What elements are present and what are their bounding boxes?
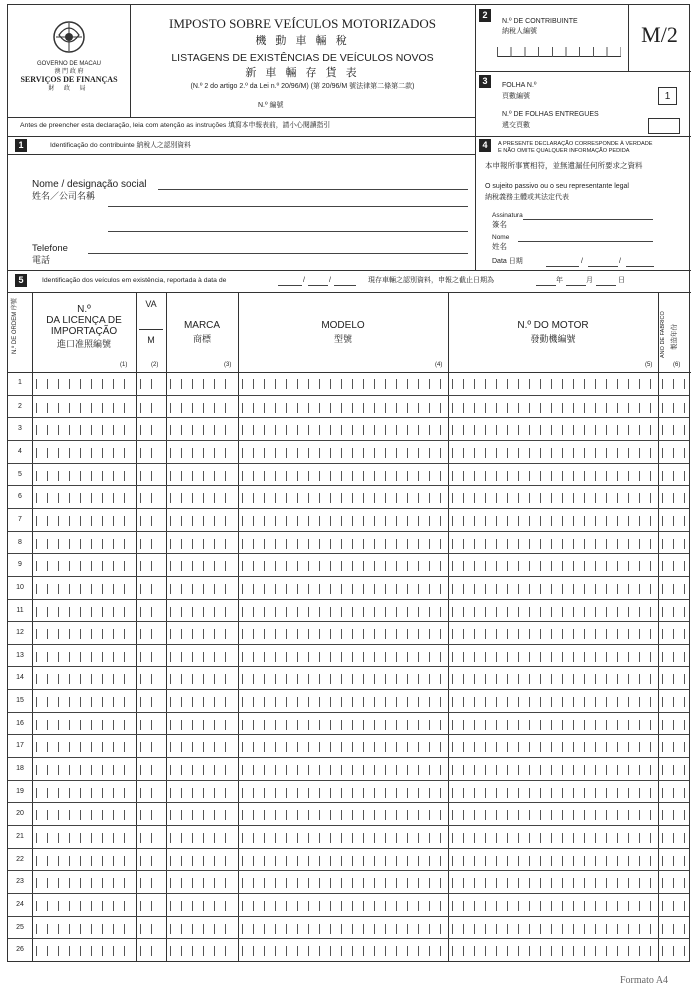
table-row[interactable] bbox=[8, 395, 689, 418]
sujeito-label-pt: O sujeito passivo ou o seu representante legal bbox=[485, 183, 629, 190]
row-cell-input[interactable] bbox=[140, 674, 162, 684]
row-cell-input[interactable] bbox=[662, 607, 686, 617]
entregues-label-pt: N.º DE FOLHAS ENTREGUES bbox=[502, 111, 599, 118]
table-row[interactable] bbox=[8, 825, 689, 848]
row-cell-input[interactable] bbox=[140, 810, 162, 820]
row-cell-input[interactable] bbox=[242, 924, 444, 934]
legal-reference: (N.º 2 do artigo 2.º da Lei n.º 20/96/M) (第 20/96/M 號法律第二條第二款) bbox=[190, 83, 415, 90]
section-4-badge: 4 bbox=[479, 139, 491, 152]
row-cell-input[interactable] bbox=[170, 539, 234, 549]
row-cell-input[interactable] bbox=[36, 629, 132, 639]
row-cell-input[interactable] bbox=[170, 788, 234, 798]
col-licenca-header-line-3: IMPORTAÇÃO bbox=[50, 326, 118, 337]
table-row[interactable] bbox=[8, 802, 689, 825]
row-cell-input[interactable] bbox=[36, 471, 132, 481]
row-cell-input[interactable] bbox=[452, 788, 654, 798]
row-cell-input[interactable] bbox=[452, 765, 654, 775]
row-cell-input[interactable] bbox=[36, 674, 132, 684]
section-5-label-pt: Identificação dos veículos em existência, reportada à data de bbox=[42, 277, 227, 284]
row-cell-input[interactable] bbox=[170, 765, 234, 775]
row-cell-input[interactable] bbox=[662, 584, 686, 594]
row-number: 11 bbox=[16, 606, 24, 614]
section-3-badge: 3 bbox=[479, 75, 491, 88]
row-cell-input[interactable] bbox=[452, 539, 654, 549]
col-ano-header-pt: ANO DE FABRICO bbox=[660, 311, 666, 358]
col-licenca-header-line-2: DA LICENÇA DE bbox=[46, 315, 122, 326]
row-cell-input[interactable] bbox=[36, 403, 132, 413]
row-cell-input[interactable] bbox=[170, 607, 234, 617]
row-cell-input[interactable] bbox=[452, 697, 654, 707]
col-licenca-num: (1) bbox=[120, 362, 128, 368]
row-cell-input[interactable] bbox=[452, 561, 654, 571]
table-row[interactable] bbox=[8, 372, 689, 395]
row-cell-input[interactable] bbox=[170, 516, 234, 526]
row-cell-input[interactable] bbox=[452, 379, 654, 389]
row-cell-input[interactable] bbox=[242, 878, 444, 888]
row-cell-input[interactable] bbox=[452, 946, 654, 956]
row-cell-input[interactable] bbox=[140, 516, 162, 526]
government-logo bbox=[14, 9, 124, 101]
row-cell-input[interactable] bbox=[140, 878, 162, 888]
row-cell-input[interactable] bbox=[242, 425, 444, 435]
row-cell-input[interactable] bbox=[140, 742, 162, 752]
row-cell-input[interactable] bbox=[662, 516, 686, 526]
row-cell-input[interactable] bbox=[242, 856, 444, 866]
col-marca-header-zh: 商標 bbox=[192, 334, 211, 344]
row-cell-input[interactable] bbox=[140, 425, 162, 435]
row-cell-input[interactable] bbox=[452, 471, 654, 481]
table-row[interactable] bbox=[8, 757, 689, 780]
ref-year-zh-input[interactable] bbox=[536, 285, 556, 286]
data-day-input[interactable] bbox=[546, 266, 579, 267]
table-row[interactable] bbox=[8, 531, 689, 554]
title-pt: IMPOSTO SOBRE VEÍCULOS MOTORIZADOS bbox=[169, 16, 436, 31]
row-number: 21 bbox=[16, 833, 24, 840]
row-cell-input[interactable] bbox=[662, 652, 686, 662]
row-cell-input[interactable] bbox=[170, 584, 234, 594]
row-cell-input[interactable] bbox=[662, 765, 686, 775]
row-cell-input[interactable] bbox=[140, 493, 162, 503]
row-cell-input[interactable] bbox=[170, 742, 234, 752]
row-cell-input[interactable] bbox=[452, 652, 654, 662]
nome-label-pt: Nome / designação social bbox=[32, 179, 147, 190]
row-cell-input[interactable] bbox=[36, 810, 132, 820]
row-cell-input[interactable] bbox=[170, 674, 234, 684]
row-cell-input[interactable] bbox=[452, 403, 654, 413]
nome-rep-label-pt: Nome bbox=[492, 234, 510, 241]
logo-line-2: 澳 門 政 府 bbox=[54, 69, 84, 75]
row-cell-input[interactable] bbox=[242, 607, 444, 617]
row-cell-input[interactable] bbox=[170, 720, 234, 730]
entregues-label-zh: 遞交頁數 bbox=[502, 122, 530, 129]
row-cell-input[interactable] bbox=[452, 629, 654, 639]
row-number: 6 bbox=[18, 493, 22, 501]
row-number: 10 bbox=[16, 583, 24, 591]
row-cell-input[interactable] bbox=[242, 833, 444, 843]
row-cell-input[interactable] bbox=[170, 471, 234, 481]
row-cell-input[interactable] bbox=[36, 946, 132, 956]
row-cell-input[interactable] bbox=[36, 788, 132, 798]
row-cell-input[interactable] bbox=[170, 379, 234, 389]
contribuinte-label-pt: N.º DE CONTRIBUINTE bbox=[502, 18, 578, 25]
row-cell-input[interactable] bbox=[140, 607, 162, 617]
ref-month-zh-input[interactable] bbox=[566, 285, 586, 286]
form-code: M/2 bbox=[641, 22, 678, 47]
row-cell-input[interactable] bbox=[170, 652, 234, 662]
row-cell-input[interactable] bbox=[140, 448, 162, 458]
folha-label-zh: 頁數編號 bbox=[502, 93, 530, 100]
row-cell-input[interactable] bbox=[140, 765, 162, 775]
sujeito-label-zh: 納稅義務主體或其法定代表 bbox=[485, 194, 569, 201]
row-number: 8 bbox=[18, 538, 22, 546]
ref-year-input[interactable] bbox=[334, 285, 356, 286]
nome-rep-input-line[interactable] bbox=[518, 241, 653, 242]
row-number: 14 bbox=[16, 674, 24, 682]
row-cell-input[interactable] bbox=[36, 742, 132, 752]
row-cell-input[interactable] bbox=[242, 765, 444, 775]
assinatura-input-line[interactable] bbox=[523, 219, 653, 220]
row-cell-input[interactable] bbox=[662, 403, 686, 413]
col-motor-header-zh: 發動機編號 bbox=[530, 334, 576, 344]
table-body bbox=[8, 372, 691, 961]
col-ordem-header: N.º DE ORDEM 序號 bbox=[12, 298, 18, 354]
row-cell-input[interactable] bbox=[662, 901, 686, 911]
row-number: 24 bbox=[16, 900, 24, 908]
telefone-label-zh: 電話 bbox=[32, 255, 51, 265]
title-zh: 機 動 車 輛 稅 bbox=[255, 35, 350, 47]
row-cell-input[interactable] bbox=[242, 379, 444, 389]
row-cell-input[interactable] bbox=[242, 720, 444, 730]
col-marca-header-pt: MARCA bbox=[183, 320, 221, 331]
table-row[interactable] bbox=[8, 621, 689, 644]
row-cell-input[interactable] bbox=[662, 856, 686, 866]
row-number: 16 bbox=[16, 719, 24, 727]
contribuinte-label-zh: 納稅人編號 bbox=[502, 28, 537, 35]
section-1-label: Identificação do contribuinte 納稅人之認別資料 bbox=[50, 142, 191, 149]
format-label: Formato A4 bbox=[620, 975, 669, 986]
year-zh: 年 bbox=[556, 277, 563, 284]
row-cell-input[interactable] bbox=[140, 924, 162, 934]
row-cell-input[interactable] bbox=[242, 697, 444, 707]
table-row[interactable] bbox=[8, 780, 689, 803]
table-row[interactable] bbox=[8, 848, 689, 871]
row-number: 22 bbox=[16, 855, 24, 863]
subtitle-zh: 新 車 輛 存 貨 表 bbox=[245, 67, 360, 79]
table-row[interactable] bbox=[8, 644, 689, 667]
data-year-input[interactable] bbox=[626, 266, 654, 267]
row-cell-input[interactable] bbox=[662, 924, 686, 934]
col-va-num: (2) bbox=[151, 362, 159, 368]
col-licenca-header-zh: 進口准照編號 bbox=[56, 339, 111, 349]
day-zh: 日 bbox=[618, 277, 625, 284]
row-cell-input[interactable] bbox=[242, 810, 444, 820]
row-cell-input[interactable] bbox=[140, 697, 162, 707]
row-cell-input[interactable] bbox=[662, 833, 686, 843]
row-cell-input[interactable] bbox=[662, 629, 686, 639]
row-cell-input[interactable] bbox=[170, 833, 234, 843]
row-cell-input[interactable] bbox=[170, 946, 234, 956]
row-cell-input[interactable] bbox=[662, 674, 686, 684]
number-label: N.º 編號 bbox=[258, 102, 284, 109]
row-cell-input[interactable] bbox=[140, 788, 162, 798]
row-cell-input[interactable] bbox=[170, 810, 234, 820]
row-cell-input[interactable] bbox=[452, 448, 654, 458]
table-header bbox=[8, 292, 691, 372]
row-number: 3 bbox=[18, 425, 22, 433]
row-cell-input[interactable] bbox=[662, 448, 686, 458]
col-marca-num: (3) bbox=[224, 362, 232, 368]
row-cell-input[interactable] bbox=[36, 652, 132, 662]
month-zh: 月 bbox=[586, 277, 593, 284]
row-cell-input[interactable] bbox=[140, 720, 162, 730]
section-5-label-zh: 現存車輛之認別資料，申報之截止日期為 bbox=[368, 277, 494, 284]
row-number: 18 bbox=[16, 765, 24, 773]
row-cell-input[interactable] bbox=[452, 924, 654, 934]
row-cell-input[interactable] bbox=[170, 403, 234, 413]
col-motor-num: (5) bbox=[645, 362, 653, 368]
row-cell-input[interactable] bbox=[242, 493, 444, 503]
nome-label-zh: 姓名／公司名稱 bbox=[32, 191, 96, 201]
table-row[interactable] bbox=[8, 599, 689, 622]
row-cell-input[interactable] bbox=[140, 856, 162, 866]
row-cell-input[interactable] bbox=[170, 856, 234, 866]
row-cell-input[interactable] bbox=[662, 471, 686, 481]
row-cell-input[interactable] bbox=[140, 561, 162, 571]
row-cell-input[interactable] bbox=[140, 629, 162, 639]
declaration-line-2: E NÃO OMITE QUALQUER INFORMAÇÃO PEDIDA bbox=[498, 148, 630, 154]
row-cell-input[interactable] bbox=[242, 584, 444, 594]
telefone-label-pt: Telefone bbox=[32, 243, 68, 254]
table-row[interactable] bbox=[8, 485, 689, 508]
row-cell-input[interactable] bbox=[242, 742, 444, 752]
row-cell-input[interactable] bbox=[140, 539, 162, 549]
contribuinte-number-input[interactable] bbox=[497, 41, 621, 57]
col-ano-num: (6) bbox=[673, 362, 681, 368]
data-label: Data 日期 bbox=[492, 258, 523, 265]
table-row[interactable] bbox=[8, 417, 689, 440]
folha-number-field[interactable]: 1 bbox=[658, 87, 677, 105]
declaration-zh: 本申報所事實相符，並無遺漏任何所要求之資料 bbox=[485, 161, 643, 170]
row-cell-input[interactable] bbox=[36, 856, 132, 866]
row-cell-input[interactable] bbox=[242, 403, 444, 413]
row-cell-input[interactable] bbox=[662, 697, 686, 707]
table-row[interactable] bbox=[8, 666, 689, 689]
assinatura-label-zh: 簽名 bbox=[492, 220, 507, 229]
row-cell-input[interactable] bbox=[170, 878, 234, 888]
row-cell-input[interactable] bbox=[242, 788, 444, 798]
row-cell-input[interactable] bbox=[242, 674, 444, 684]
row-cell-input[interactable] bbox=[170, 561, 234, 571]
row-cell-input[interactable] bbox=[242, 629, 444, 639]
row-number: 13 bbox=[16, 651, 24, 659]
row-cell-input[interactable] bbox=[36, 539, 132, 549]
row-cell-input[interactable] bbox=[662, 493, 686, 503]
row-cell-input[interactable] bbox=[452, 720, 654, 730]
col-modelo-num: (4) bbox=[435, 362, 443, 368]
row-cell-input[interactable] bbox=[36, 516, 132, 526]
row-cell-input[interactable] bbox=[242, 516, 444, 526]
row-cell-input[interactable] bbox=[452, 878, 654, 888]
form-sheet: GOVERNO DE MACAU 澳 門 政 府 SERVIÇOS DE FINANÇAS 財 政 局 IMPOSTO SOBRE VEÍCULOS MOTORIZADOS 機 動 車 輛 稅 LISTAGENS DE EXISTÊNCIAS DE VEÍCULOS NOVOS 新 車 輛 存 貨 表 (N.º 2 do artigo 2.º da Lei n.º 20/96/M) (第 20/96/M 號法律第二條第二款) N.º 編號 2 N.º DE CONTRIBUINTE 納稅人編號 M/2 3 FOLHA N.º 頁數編號 1 N.º DE FOLHAS ENTREGUES 遞交頁數 Antes de preencher esta declaração, leia com atenção as instruções 填寫本申報表前，請小心閱讀指引 1 Identificação do contribuinte 納稅人之認別資料 Nome / designação social 姓名／公司名稱 Telefone 電話 4 A PRESENTE DECLARAÇÃO CORRESPONDE À VERDADE E NÃO OMITE QUALQUER INFORMAÇÃO PEDIDA 本申報所事實相符，並無遺漏任何所要求之資料 O sujeito passivo ou o seu representante legal 納稅義務主體或其法定代表 Assinatura 簽名 Nome 姓名 Data 日期 / / 5 Identificação dos veículos em existência, reportada à data de / / 現存車輛之認別資料，申報之截止日期為 年 月 日 N.º DE ORDEM 序號 N.º DA LICENÇA DE IMPORTAÇÃO 進口准照編號 (1) VA M (2) MARCA 商標 (3) MODELO 型號 (4) N.º DO MOTOR 發動機編號 (5) ANO DE FABRICO 製造年份 (6) 1 2 3 4 5 6 7 8 9 10 11 12 13 14 15 16 17 18 19 20 21 22 23 24 25 26 bbox=[7, 4, 690, 962]
row-cell-input[interactable] bbox=[36, 493, 132, 503]
row-cell-input[interactable] bbox=[242, 652, 444, 662]
table-row[interactable] bbox=[8, 463, 689, 486]
subtitle-pt: LISTAGENS DE EXISTÊNCIAS DE VEÍCULOS NOVOS bbox=[171, 52, 434, 64]
row-number: 4 bbox=[18, 447, 22, 455]
row-cell-input[interactable] bbox=[36, 878, 132, 888]
section-1-badge: 1 bbox=[15, 139, 27, 152]
row-number: 25 bbox=[16, 923, 24, 931]
row-cell-input[interactable] bbox=[662, 720, 686, 730]
table-row[interactable] bbox=[8, 938, 689, 961]
row-cell-input[interactable] bbox=[170, 901, 234, 911]
table-row[interactable] bbox=[8, 508, 689, 531]
assinatura-label-pt: Assinatura bbox=[492, 212, 523, 219]
row-cell-input[interactable] bbox=[662, 878, 686, 888]
row-cell-input[interactable] bbox=[662, 946, 686, 956]
row-cell-input[interactable] bbox=[36, 379, 132, 389]
row-cell-input[interactable] bbox=[452, 516, 654, 526]
declaration-line-1: A PRESENTE DECLARAÇÃO CORRESPONDE À VERDADE bbox=[498, 141, 653, 147]
row-cell-input[interactable] bbox=[662, 788, 686, 798]
nome-input-line-1[interactable] bbox=[158, 189, 468, 190]
table-row[interactable] bbox=[8, 553, 689, 576]
row-number: 7 bbox=[18, 515, 22, 523]
row-cell-input[interactable] bbox=[242, 471, 444, 481]
logo-line-4: 財 政 局 bbox=[48, 86, 90, 92]
row-cell-input[interactable] bbox=[242, 561, 444, 571]
row-cell-input[interactable] bbox=[140, 471, 162, 481]
data-month-input[interactable] bbox=[588, 266, 618, 267]
row-number: 20 bbox=[16, 810, 24, 818]
col-ano-header-zh: 製造年份 bbox=[671, 324, 678, 350]
row-cell-input[interactable] bbox=[140, 901, 162, 911]
row-cell-input[interactable] bbox=[140, 584, 162, 594]
row-cell-input[interactable] bbox=[36, 561, 132, 571]
row-cell-input[interactable] bbox=[452, 901, 654, 911]
telefone-input-line[interactable] bbox=[88, 253, 468, 254]
row-number: 5 bbox=[18, 470, 22, 478]
instructions-text: Antes de preencher esta declaração, leia com atenção as instruções 填寫本申報表前，請小心閱讀指引 bbox=[20, 122, 331, 129]
entregues-number-field[interactable] bbox=[648, 118, 680, 134]
nome-input-line-3[interactable] bbox=[108, 231, 468, 232]
col-licenca-header-line-1: N.º bbox=[77, 304, 91, 315]
section-2-badge: 2 bbox=[479, 9, 491, 22]
row-cell-input[interactable] bbox=[452, 856, 654, 866]
coat-of-arms-icon bbox=[49, 17, 89, 57]
row-cell-input[interactable] bbox=[662, 379, 686, 389]
table-row[interactable] bbox=[8, 734, 689, 757]
row-cell-input[interactable] bbox=[170, 493, 234, 503]
row-cell-input[interactable] bbox=[452, 493, 654, 503]
row-cell-input[interactable] bbox=[170, 448, 234, 458]
table-row[interactable] bbox=[8, 893, 689, 916]
row-cell-input[interactable] bbox=[452, 607, 654, 617]
row-cell-input[interactable] bbox=[36, 901, 132, 911]
row-cell-input[interactable] bbox=[662, 425, 686, 435]
row-number: 1 bbox=[18, 379, 22, 386]
row-number: 9 bbox=[18, 561, 22, 569]
row-cell-input[interactable] bbox=[170, 697, 234, 707]
col-modelo-header-zh: 型號 bbox=[333, 334, 352, 344]
row-cell-input[interactable] bbox=[36, 924, 132, 934]
row-cell-input[interactable] bbox=[36, 833, 132, 843]
row-cell-input[interactable] bbox=[170, 425, 234, 435]
row-cell-input[interactable] bbox=[140, 379, 162, 389]
row-number: 12 bbox=[16, 629, 24, 637]
row-cell-input[interactable] bbox=[242, 539, 444, 549]
row-cell-input[interactable] bbox=[36, 720, 132, 730]
logo-line-3: SERVIÇOS DE FINANÇAS bbox=[20, 75, 118, 84]
row-cell-input[interactable] bbox=[140, 652, 162, 662]
table-row[interactable] bbox=[8, 712, 689, 735]
table-row[interactable] bbox=[8, 440, 689, 463]
row-cell-input[interactable] bbox=[170, 629, 234, 639]
row-cell-input[interactable] bbox=[452, 810, 654, 820]
row-cell-input[interactable] bbox=[662, 539, 686, 549]
row-cell-input[interactable] bbox=[140, 946, 162, 956]
row-number: 23 bbox=[16, 878, 24, 886]
row-cell-input[interactable] bbox=[242, 901, 444, 911]
folha-label-pt: FOLHA N.º bbox=[502, 82, 537, 89]
row-cell-input[interactable] bbox=[36, 584, 132, 594]
row-cell-input[interactable] bbox=[36, 765, 132, 775]
table-row[interactable] bbox=[8, 916, 689, 939]
row-cell-input[interactable] bbox=[452, 833, 654, 843]
row-cell-input[interactable] bbox=[242, 448, 444, 458]
ref-day-input[interactable] bbox=[278, 285, 302, 286]
row-cell-input[interactable] bbox=[36, 607, 132, 617]
row-number: 19 bbox=[16, 787, 24, 795]
row-cell-input[interactable] bbox=[452, 674, 654, 684]
ref-day-zh-input[interactable] bbox=[596, 285, 616, 286]
table-row[interactable] bbox=[8, 576, 689, 599]
row-number: 2 bbox=[18, 402, 22, 410]
col-va-header-bottom: M bbox=[147, 335, 155, 345]
row-cell-input[interactable] bbox=[662, 810, 686, 820]
row-cell-input[interactable] bbox=[452, 425, 654, 435]
row-number: 17 bbox=[16, 742, 24, 750]
row-number: 15 bbox=[16, 697, 24, 705]
row-cell-input[interactable] bbox=[36, 697, 132, 707]
row-number: 26 bbox=[16, 946, 24, 954]
row-cell-input[interactable] bbox=[242, 946, 444, 956]
row-cell-input[interactable] bbox=[36, 448, 132, 458]
nome-rep-label-zh: 姓名 bbox=[492, 242, 507, 251]
row-cell-input[interactable] bbox=[662, 561, 686, 571]
row-cell-input[interactable] bbox=[452, 742, 654, 752]
col-motor-header-pt: N.º DO MOTOR bbox=[517, 320, 589, 331]
row-cell-input[interactable] bbox=[662, 742, 686, 752]
nome-input-line-2[interactable] bbox=[108, 206, 468, 207]
section-5-badge: 5 bbox=[15, 274, 27, 287]
table-row[interactable] bbox=[8, 689, 689, 712]
ref-month-input[interactable] bbox=[308, 285, 328, 286]
row-cell-input[interactable] bbox=[452, 584, 654, 594]
row-cell-input[interactable] bbox=[36, 425, 132, 435]
col-modelo-header-pt: MODELO bbox=[321, 320, 365, 331]
row-cell-input[interactable] bbox=[140, 403, 162, 413]
row-cell-input[interactable] bbox=[170, 924, 234, 934]
row-cell-input[interactable] bbox=[140, 833, 162, 843]
logo-line-1: GOVERNO DE MACAU bbox=[36, 61, 101, 67]
col-va-header-top: VA bbox=[145, 299, 157, 309]
table-row[interactable] bbox=[8, 870, 689, 893]
